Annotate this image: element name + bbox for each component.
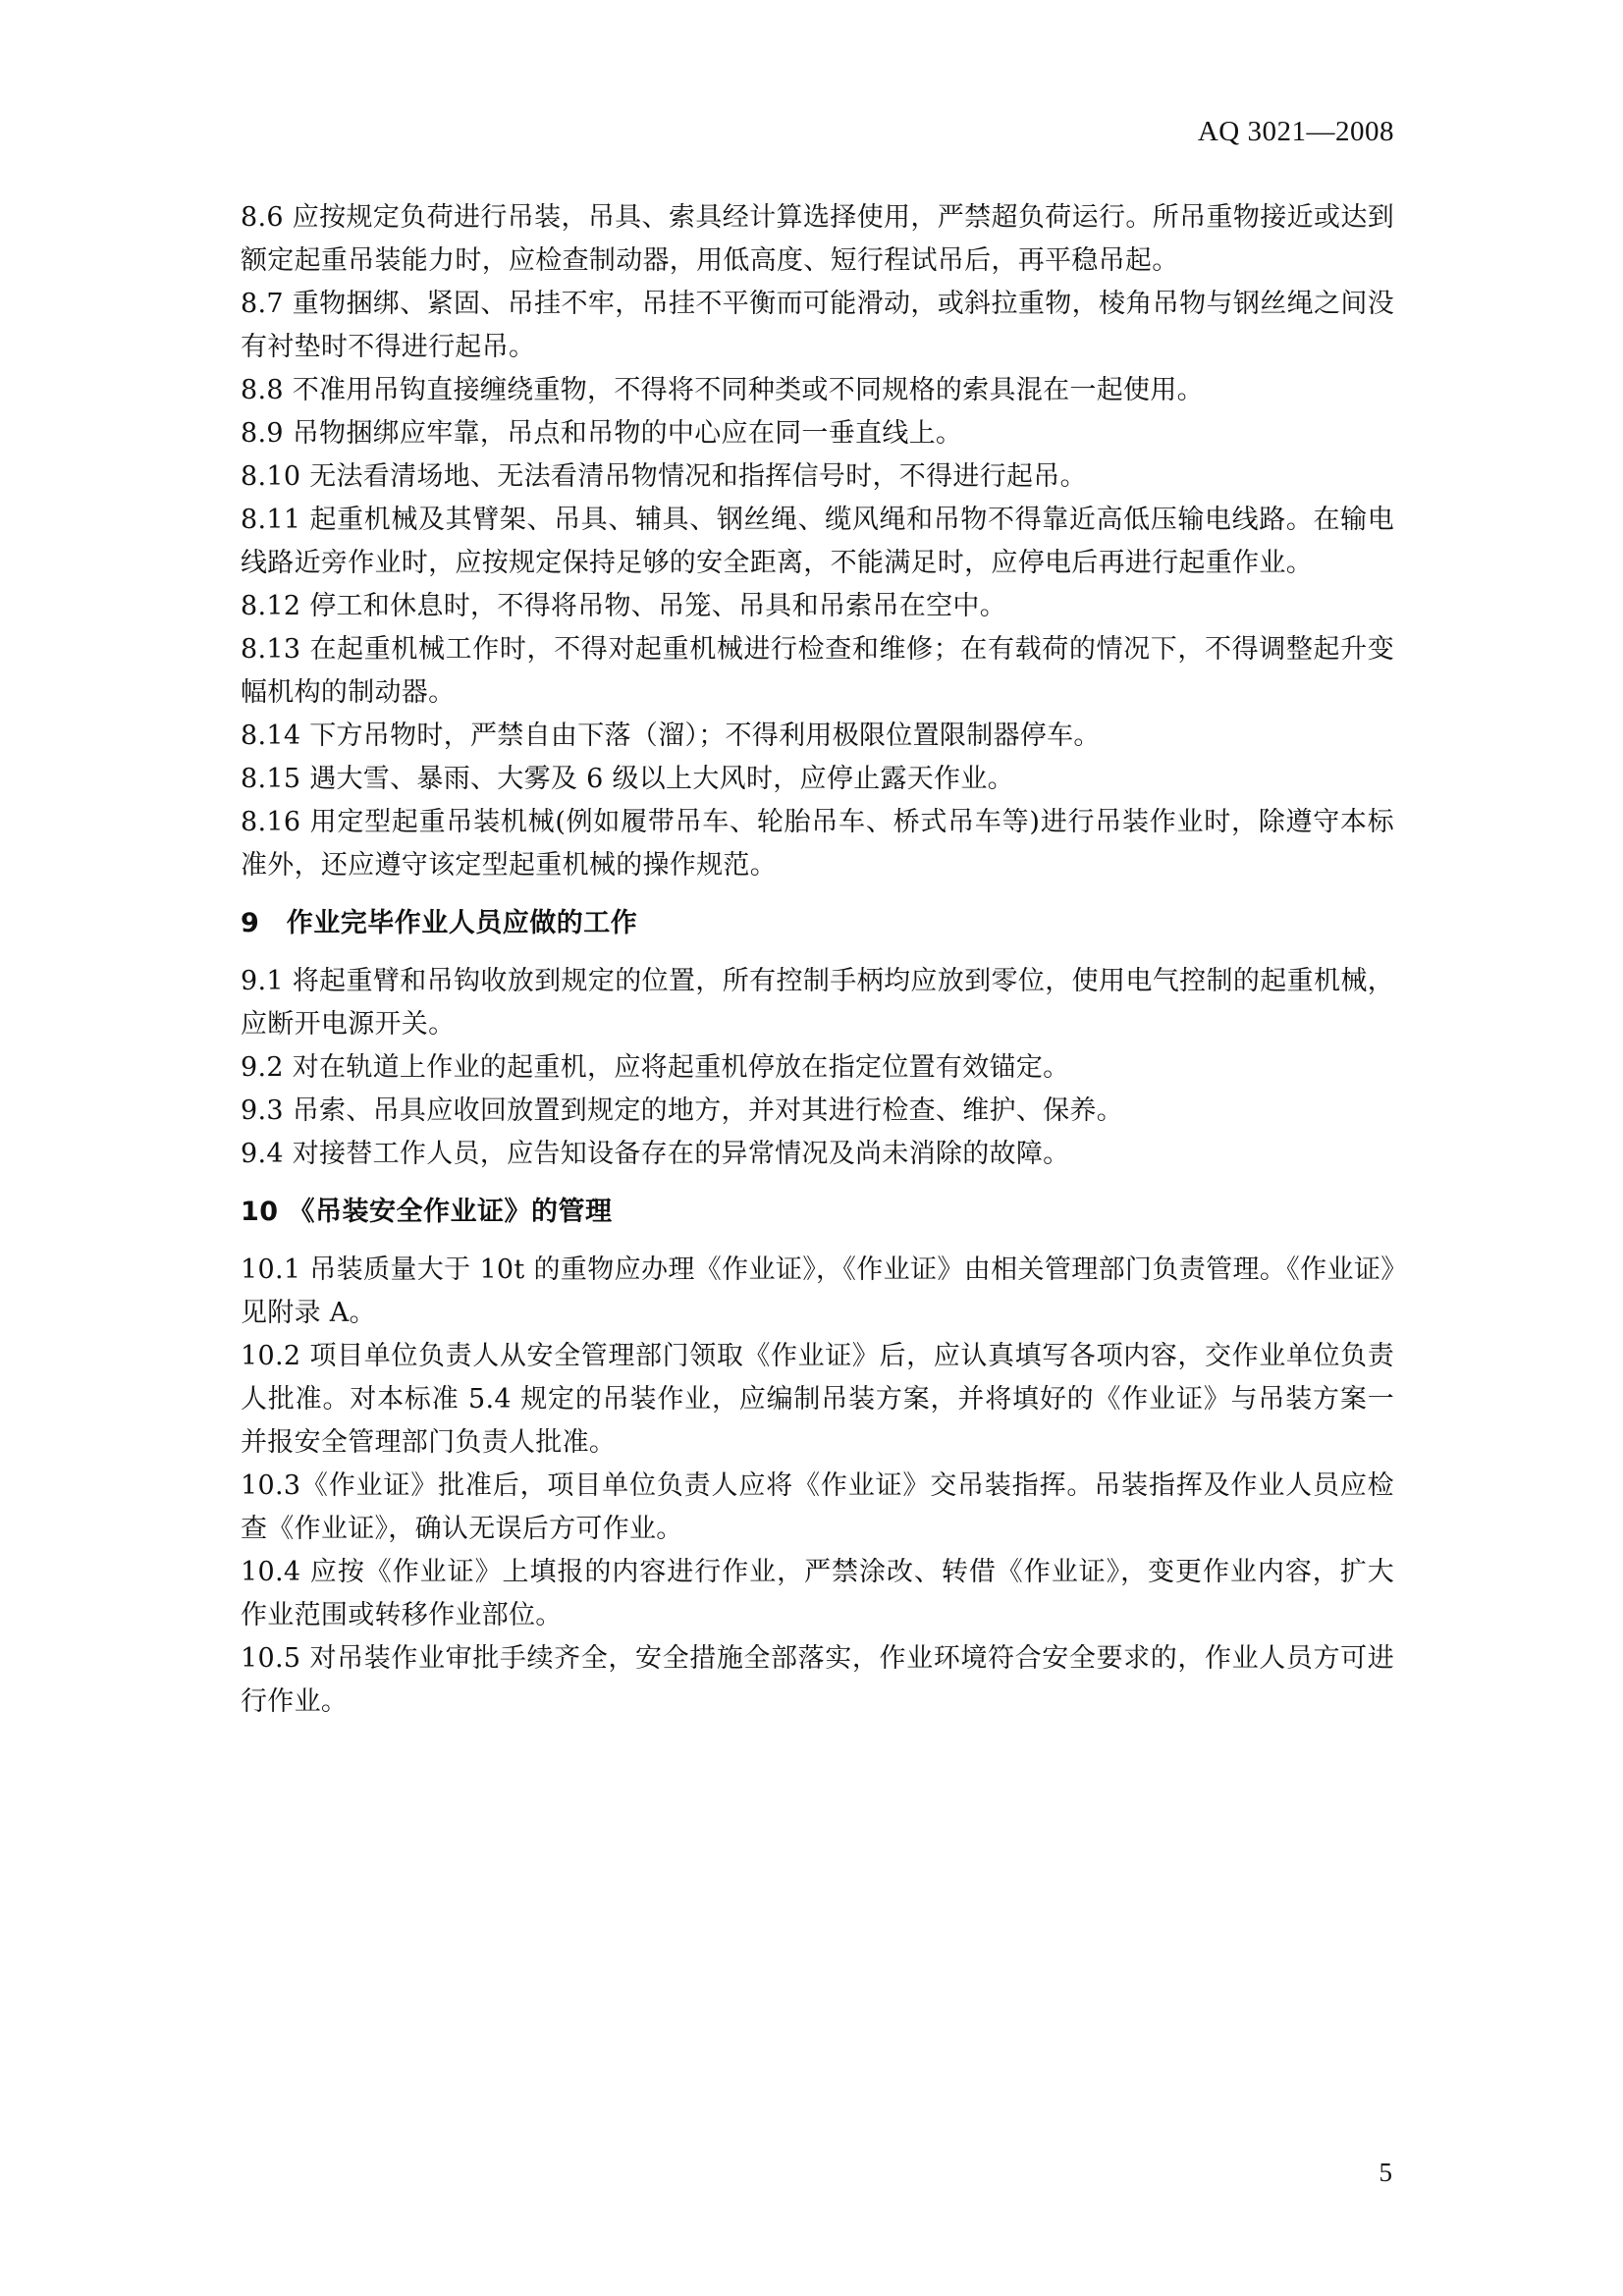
clause-10-3: 10.3《作业证》批准后，项目单位负责人应将《作业证》交吊装指挥。吊装指挥及作业人员应检查《作业证》，确认无误后方可作业。 [241,1470,1394,1544]
clause-8-16: 8.16 用定型起重吊装机械(例如履带吊车、轮胎吊车、桥式吊车等)进行吊装作业时，除遵守本标准外，还应遵守该定型起重机械的操作规范。 [241,807,1394,881]
clause-9-1: 9.1 将起重臂和吊钩收放到规定的位置，所有控制手柄均应放到零位，使用电气控制的起重机械，应断开电源开关。 [241,966,1394,1040]
section-9-heading: 9 作业完毕作业人员应做的工作 [241,908,638,938]
clause-9-4: 9.4 对接替工作人员，应告知设备存在的异常情况及尚未消除的故障。 [241,1139,1070,1169]
document-code: AQ 3021—2008 [1197,116,1394,147]
clause-8-9: 8.9 吊物捆绑应牢靠，吊点和吊物的中心应在同一垂直线上。 [241,418,963,449]
clause-8-7: 8.7 重物捆绑、紧固、吊挂不牢，吊挂不平衡而可能滑动，或斜拉重物，棱角吊物与钢丝绳之间没有衬垫时不得进行起吊。 [241,289,1394,362]
clause-9-3: 9.3 吊索、吊具应收回放置到规定的地方，并对其进行检查、维护、保养。 [241,1095,1124,1126]
page-number: 5 [1379,2158,1392,2187]
page-body [241,196,1394,1724]
clause-8-8: 8.8 不准用吊钩直接缠绕重物，不得将不同种类或不同规格的索具混在一起使用。 [241,375,1204,405]
clause-8-13: 8.13 在起重机械工作时，不得对起重机械进行检查和维修；在有载荷的情况下，不得调整起升变幅机构的制动器。 [241,634,1394,708]
clause-10-4: 10.4 应按《作业证》上填报的内容进行作业，严禁涂改、转借《作业证》，变更作业内容，扩大作业范围或转移作业部位。 [241,1557,1394,1630]
clause-8-6: 8.6 应按规定负荷进行吊装，吊具、索具经计算选择使用，严禁超负荷运行。所吊重物接近或达到额定起重吊装能力时，应检查制动器，用低高度、短行程试吊后，再平稳吊起。 [241,202,1394,276]
clause-10-1: 10.1 吊装质量大于 10t 的重物应办理《作业证》，《作业证》由相关管理部门负责管理。《作业证》见附录 A。 [241,1255,1394,1328]
clause-9-2: 9.2 对在轨道上作业的起重机，应将起重机停放在指定位置有效锚定。 [241,1052,1070,1083]
clause-8-12: 8.12 停工和休息时，不得将吊物、吊笼、吊具和吊索吊在空中。 [241,591,1006,621]
clause-8-14: 8.14 下方吊物时，严禁自由下落（溜）；不得利用极限位置限制器停车。 [241,721,1101,751]
section-10-heading: 10 《吊装安全作业证》的管理 [241,1197,613,1227]
clause-8-11: 8.11 起重机械及其臂架、吊具、辅具、钢丝绳、缆风绳和吊物不得靠近高低压输电线路。在输电线路近旁作业时，应按规定保持足够的安全距离，不能满足时，应停电后再进行起重作业。 [241,505,1394,578]
clause-8-15: 8.15 遇大雪、暴雨、大雾及 6 级以上大风时，应停止露天作业。 [241,764,1014,794]
clause-10-5: 10.5 对吊装作业审批手续齐全，安全措施全部落实，作业环境符合安全要求的，作业人员方可进行作业。 [241,1643,1394,1717]
clause-10-2: 10.2 项目单位负责人从安全管理部门领取《作业证》后，应认真填写各项内容，交作业单位负责人批准。对本标准 5.4 规定的吊装作业，应编制吊装方案，并将填好的《作业证》与吊装方案一并报安全管理部门负责人批准。 [241,1341,1394,1458]
clause-8-10: 8.10 无法看清场地、无法看清吊物情况和指挥信号时，不得进行起吊。 [241,461,1087,492]
